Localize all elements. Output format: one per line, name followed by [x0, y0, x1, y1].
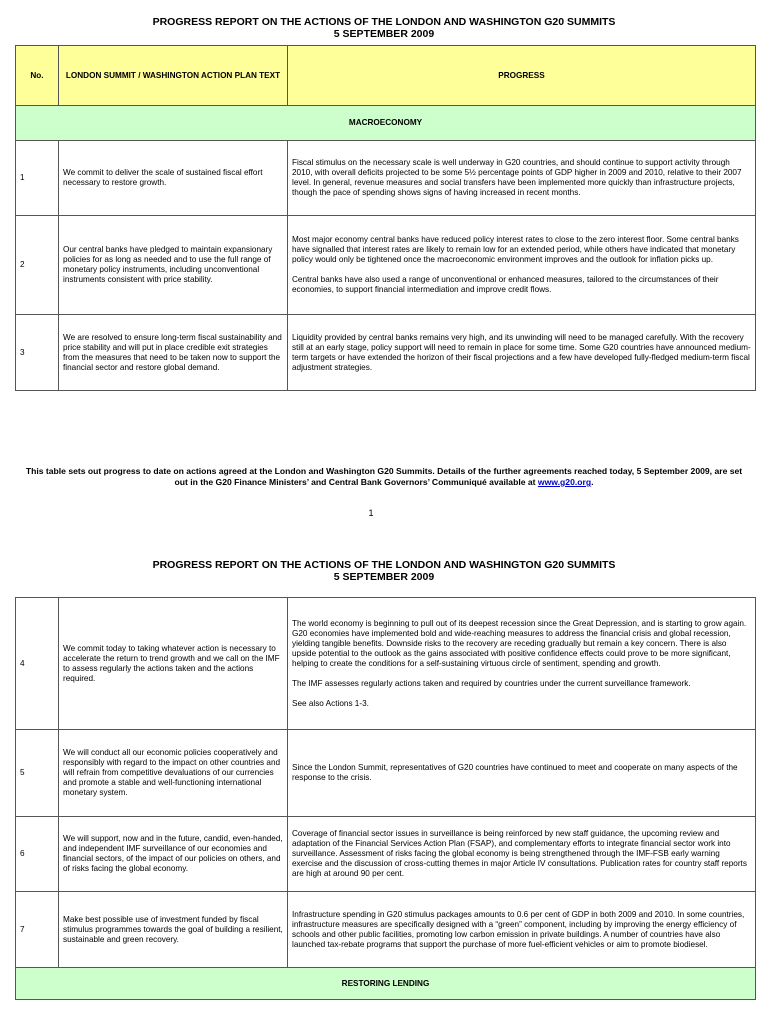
- row-progress: [288, 315, 756, 391]
- progress-paragraph: Most major economy central banks have reduced policy interest rates to close to the zero interest floor. Some central banks have signalled that interest rates are likely to remain low for an extended period, while others have indicated that monetary policy would only be tightened once the macroeconomic environment improves and the outlook for inflation picks up.: [292, 235, 739, 264]
- footnote-end: .: [591, 477, 594, 487]
- row-action-text: We will conduct all our economic policies cooperatively and responsibly with regard to the impact on other countries and will refrain from competitive devaluations of our currencies and promote a stable and well-functioning international monetary system.: [59, 730, 288, 817]
- page2-title-line1: PROGRESS REPORT ON THE ACTIONS OF THE LONDON AND WASHINGTON G20 SUMMITS: [152, 559, 616, 571]
- page1-title-line2: 5 SEPTEMBER 2009: [333, 28, 435, 40]
- row-progress: [288, 216, 756, 315]
- row-action-text: Our central banks have pledged to maintain expansionary policies for as long as needed and to use the full range of monetary policy instruments, including unconventional instruments consistent with price stability.: [59, 216, 288, 315]
- page2-title: [0, 559, 768, 583]
- table-row: [16, 141, 756, 216]
- row-number: 2: [16, 216, 59, 315]
- progress-paragraph: Since the London Summit, representatives of G20 countries have continued to meet and cooperate on many aspects of the response to the crisis.: [292, 763, 738, 782]
- table-row: [16, 315, 756, 391]
- row-progress: [288, 817, 756, 892]
- progress-paragraph: The IMF assesses regularly actions taken and required by countries under the current surveillance framework.: [292, 678, 691, 688]
- row-progress: [288, 892, 756, 968]
- row-progress: [288, 598, 756, 730]
- page2-progress-table: [15, 597, 756, 1000]
- page1-title-line1: PROGRESS REPORT ON THE ACTIONS OF THE LONDON AND WASHINGTON G20 SUMMITS: [152, 16, 616, 28]
- table-row: [16, 817, 756, 892]
- page2-title-line2: 5 SEPTEMBER 2009: [333, 571, 435, 583]
- table-header-row: [16, 46, 756, 106]
- table-row: [16, 216, 756, 315]
- section-title: RESTORING LENDING: [16, 968, 756, 1000]
- page1-title: [0, 16, 768, 40]
- row-number: 4: [16, 598, 59, 730]
- row-number: 6: [16, 817, 59, 892]
- section-row-restoring-lending: [16, 968, 756, 1000]
- progress-paragraph: Liquidity provided by central banks remains very high, and its unwinding will need to be managed carefully. With the recovery still at an early stage, policy support will need to remain in place for some time. Some G20 countries have announced medium-term targets or have extended the horizon of their fiscal projections and a few have developed fully-fledged medium-term fiscal adjustment strategies.: [292, 332, 751, 372]
- table-row: [16, 598, 756, 730]
- row-number: 5: [16, 730, 59, 817]
- row-action-text: We commit today to taking whatever action is necessary to accelerate the return to trend growth and we call on the IMF to assess regularly the actions taken and the actions required.: [59, 598, 288, 730]
- header-action-plan-text: LONDON SUMMIT / WASHINGTON ACTION PLAN TEXT: [59, 46, 288, 106]
- progress-paragraph: The world economy is beginning to pull out of its deepest recession since the Great Depression, and is starting to grow again. G20 economies have implemented bold and wide-reaching measures to address the financial crisis and global recession, yielding tangible benefits. Downside risks to the recovery are receding gradually but remain a key concern. There is also upside potential to the outlook as the gains associated with positive confidence effects could prove to be more significant, helping to create the conditions for a self-sustaining virtuous circle of sentiment, spending and growth.: [292, 618, 747, 668]
- progress-paragraph: Fiscal stimulus on the necessary scale is well underway in G20 countries, and should continue to support activity through 2010, with overall deficits projected to be some 5½ percentage points of GDP higher in 2009 and 2010, relative to their 2007 level. In general, revenue measures and social transfers have been implemented more quickly than infrastructure projects, though the pace of spending shows signs of having increased in recent months.: [292, 158, 742, 197]
- progress-paragraph: Infrastructure spending in G20 stimulus packages amounts to 0.6 per cent of GDP in both 2009 and 2010. In some countries, infrastructure measures are specifically designed with a “green” component, including by improving the energy efficiency of schools and other public facilities, promoting low carbon emission in private buildings. A number of countries have also launched tax-rebate programs that support the purchase of more fuel-efficient vehicles or aim to promote biodiesel.: [292, 909, 745, 949]
- row-action-text: We commit to deliver the scale of sustained fiscal effort necessary to restore growth.: [59, 141, 288, 216]
- row-number: 7: [16, 892, 59, 968]
- row-action-text: We are resolved to ensure long-term fiscal sustainability and price stability and will put in place credible exit strategies from the measures that need to be taken now to support the financial sector and restore global demand.: [59, 315, 288, 391]
- row-progress: [288, 730, 756, 817]
- footnote: [20, 466, 748, 488]
- table-row: [16, 892, 756, 968]
- section-title: MACROECONOMY: [16, 106, 756, 141]
- footnote-text: This table sets out progress to date on actions agreed at the London and Washington G20 Summits. Details of the further agreements reached today, 5 September 2009, are set out in the G20 Finance Ministers’ and Central Bank Governors’ Communiqué available at: [25, 466, 743, 487]
- progress-paragraph: Coverage of financial sector issues in surveillance is being reinforced by new staff guidance, the upcoming review and adaptation of the Financial Services Action Plan (FSAP), and complementary efforts to integrate financial sector work into surveillance. Assessment of risks facing the global economy is being strengthened through the IMF-FSB early warning exercise and the discussion of cross-cutting themes in major Article IV consultations. Publication rates for country staff reports are high at around 90 per cent.: [292, 829, 747, 878]
- row-action-text: We will support, now and in the future, candid, even-handed, and independent IMF surveillance of our economies and financial sectors, of the impact of our policies on others, and of risks facing the global economy.: [59, 817, 288, 892]
- row-number: 3: [16, 315, 59, 391]
- row-number: 1: [16, 141, 59, 216]
- page1-progress-table: [15, 45, 756, 391]
- g20-website-link[interactable]: www.g20.org: [537, 477, 592, 487]
- table-row: [16, 730, 756, 817]
- row-progress: [288, 141, 756, 216]
- section-row-macroeconomy: [16, 106, 756, 141]
- row-action-text: Make best possible use of investment funded by fiscal stimulus programmes towards the goal of building a resilient, sustainable and green recovery.: [59, 892, 288, 968]
- progress-paragraph: Central banks have also used a range of unconventional or enhanced measures, tailored to the circumstances of their economies, to support financial intermediation and improve credit flows.: [292, 275, 719, 294]
- page-number: 1: [368, 508, 374, 518]
- header-no: No.: [16, 46, 59, 106]
- header-progress: PROGRESS: [288, 46, 756, 106]
- progress-paragraph: See also Actions 1-3.: [292, 698, 369, 708]
